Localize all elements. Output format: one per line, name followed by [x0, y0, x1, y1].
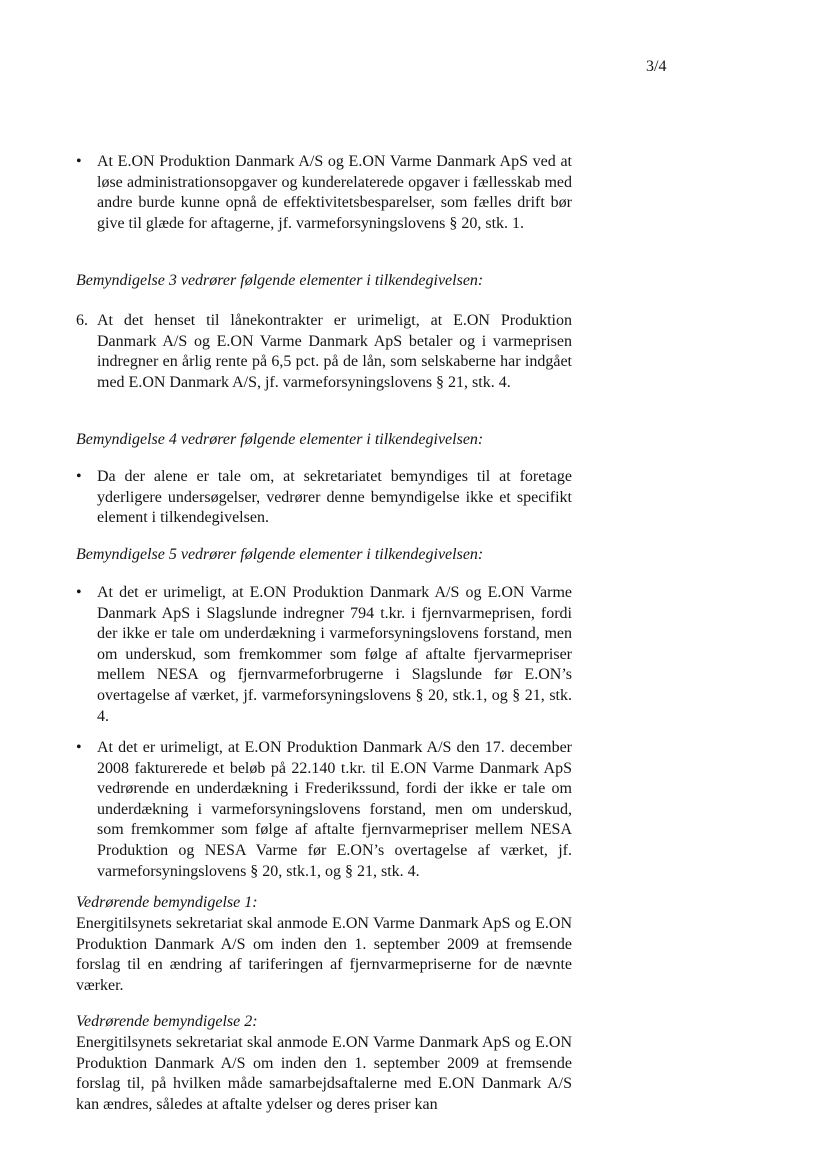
bullet-marker: •: [76, 584, 82, 601]
list-item: [76, 467, 572, 529]
bullet-marker: •: [76, 739, 82, 756]
list-item-text: At E.ON Produktion Danmark A/S og E.ON Varme Danmark ApS ved at løse administrationsopgaver og kunderelaterede opgaver i fællesskab med andre burde kunne opnå de effektivitetsbesparelser, som fælles drift bør give til glæde for aftagerne, jf. varmeforsyningslovens § 20, stk. 1.: [97, 153, 572, 232]
list-item: [76, 152, 572, 234]
bullet-list-5: [76, 583, 572, 727]
vedr-2-heading: Vedrørende bemyndigelse 2:: [76, 1013, 258, 1030]
bullet-list-a: [76, 152, 572, 234]
section-heading-3: Bemyndigelse 3 vedrører følgende elementer i tilkendegivelsen:: [76, 272, 484, 289]
bullet-marker: •: [76, 153, 82, 170]
vedr-2-paragraph: Energitilsynets sekretariat skal anmode E.ON Varme Danmark ApS og E.ON Produktion Danmark A/S om inden den 1. september 2009 at fremsende forslag til, på hvilken måde samarbejdsaftalerne med E.ON Danmark A/S kan ændres, således at aftalte ydelser og deres priser kan: [76, 1034, 572, 1113]
list-item-text: At det er urimeligt, at E.ON Produktion Danmark A/S og E.ON Varme Danmark ApS i Slagslunde indregner 794 t.kr. i fjernvarmeprisen, fordi der ikke er tale om underdækning i varmeforsyningslovens forstand, men om underskud, som fremkommer som følge af aftalte fjervarmepriser mellem NESA og fjernvarmeforbrugerne i Slagslunde før E.ON’s overtagelse af værket, jf. varmeforsyningslovens § 20, stk.1, og § 21, stk. 4.: [97, 584, 572, 725]
vedr-1-heading: Vedrørende bemyndigelse 1:: [76, 894, 258, 911]
page-number: 3/4: [646, 58, 667, 75]
bullet-list-4: [76, 467, 572, 529]
section-heading-4: Bemyndigelse 4 vedrører følgende elementer i tilkendegivelsen:: [76, 431, 484, 448]
list-item-text: At det er urimeligt, at E.ON Produktion Danmark A/S den 17. december 2008 fakturerede et beløb på 22.140 t.kr. til E.ON Varme Danmark ApS vedrørende en underdækning i Frederikssund, fordi der ikke er tale om underdækning i varmeforsyningslovens forstand, men om underskud, som fremkommer som følge af aftalte fjernvarmepriser mellem NESA Produktion og NESA Varme før E.ON’s overtagelse af værket, jf. varmeforsyningslovens § 20, stk.1, og § 21, stk. 4.: [97, 739, 572, 880]
bullet-list-5b: [76, 738, 572, 882]
list-item-text: At det henset til lånekontrakter er urimeligt, at E.ON Produktion Danmark A/S og E.ON Varme Danmark ApS betaler og i varmeprisen indregner en årlig rente på 6,5 pct. på de lån, som selskaberne har indgået med E.ON Danmark A/S, jf. varmeforsyningslovens § 21, stk. 4.: [97, 312, 572, 391]
list-item: [76, 738, 572, 882]
numbered-list-3: [76, 311, 572, 393]
number-marker: 6.: [76, 312, 88, 329]
list-item: [76, 583, 572, 727]
list-item-text: Da der alene er tale om, at sekretariatet bemyndiges til at foretage yderligere undersøgelser, vedrører denne bemyndigelse ikke et specifikt element i tilkendegivelsen.: [97, 468, 572, 527]
list-item: [76, 311, 572, 393]
section-heading-5: Bemyndigelse 5 vedrører følgende elementer i tilkendegivelsen:: [76, 546, 484, 563]
vedr-1-paragraph: Energitilsynets sekretariat skal anmode E.ON Varme Danmark ApS og E.ON Produktion Danmark A/S om inden den 1. september 2009 at fremsende forslag til en ændring af tariferingen af fjernvarmepriserne for de nævnte værker.: [76, 915, 572, 994]
bullet-marker: •: [76, 468, 82, 485]
